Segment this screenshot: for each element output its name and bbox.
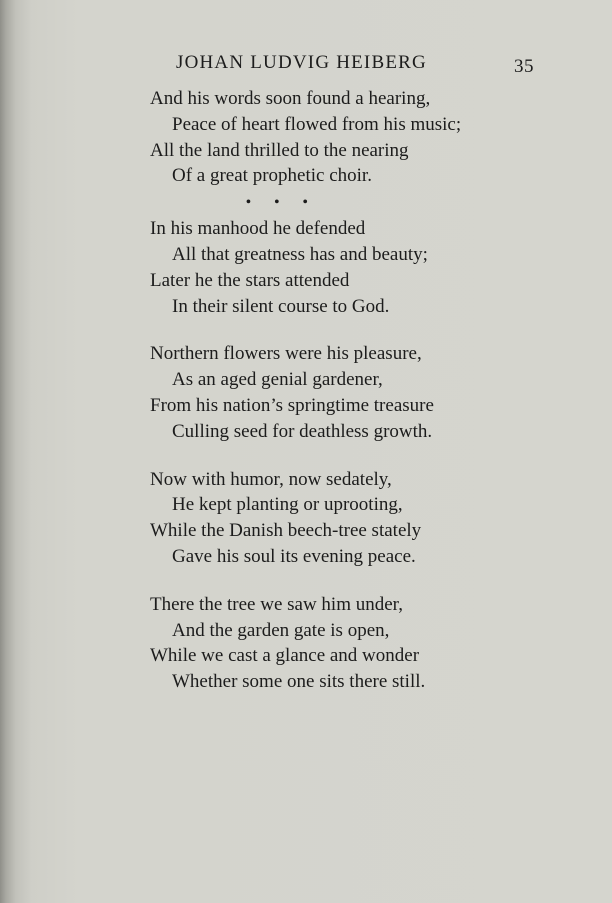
- poem: [150, 86, 590, 695]
- poem-line: Northern flowers were his pleasure,: [150, 343, 422, 365]
- poem-line: He kept planting or uprooting,: [172, 494, 403, 516]
- poem-line: Now with humor, now sedately,: [150, 468, 392, 490]
- stanza-3: [150, 341, 590, 444]
- poem-line: As an aged genial gardener,: [172, 369, 383, 391]
- running-header: JOHAN LUDVIG HEIBERG: [176, 52, 427, 73]
- stanza-4: [150, 467, 590, 570]
- poem-line: While we cast a glance and wonder: [150, 645, 420, 667]
- poem-line: In their silent course to God.: [172, 295, 390, 317]
- stanza-gap: [150, 570, 590, 592]
- page-number: 35: [514, 56, 534, 77]
- poem-line: All that greatness has and beauty;: [172, 243, 428, 265]
- poem-line: Peace of heart flowed from his music;: [172, 113, 462, 135]
- poem-line: All the land thrilled to the nearing: [150, 139, 409, 161]
- stanza-gap: [150, 445, 590, 467]
- poem-line: While the Danish beech-tree stately: [150, 520, 422, 542]
- poem-line: Later he the stars attended: [150, 269, 350, 291]
- section-ellipsis: • • •: [246, 195, 318, 211]
- poem-line: Culling seed for deathless growth.: [172, 420, 433, 442]
- poem-line: And the garden gate is open,: [172, 619, 390, 641]
- poem-line: Of a great prophetic choir.: [172, 165, 372, 187]
- stanza-2: [150, 216, 590, 319]
- stanza-gap: [150, 319, 590, 341]
- poem-line: Whether some one sits there still.: [172, 671, 426, 693]
- poem-line: And his words soon found a hearing,: [150, 88, 431, 109]
- poem-line: Gave his soul its evening peace.: [172, 545, 416, 567]
- poem-line: There the tree we saw him under,: [150, 593, 403, 615]
- stanza-5: [150, 592, 590, 695]
- poem-line: In his manhood he defended: [150, 218, 366, 240]
- poem-line: From his nation’s springtime treasure: [150, 394, 434, 416]
- stanza-1: [150, 86, 590, 189]
